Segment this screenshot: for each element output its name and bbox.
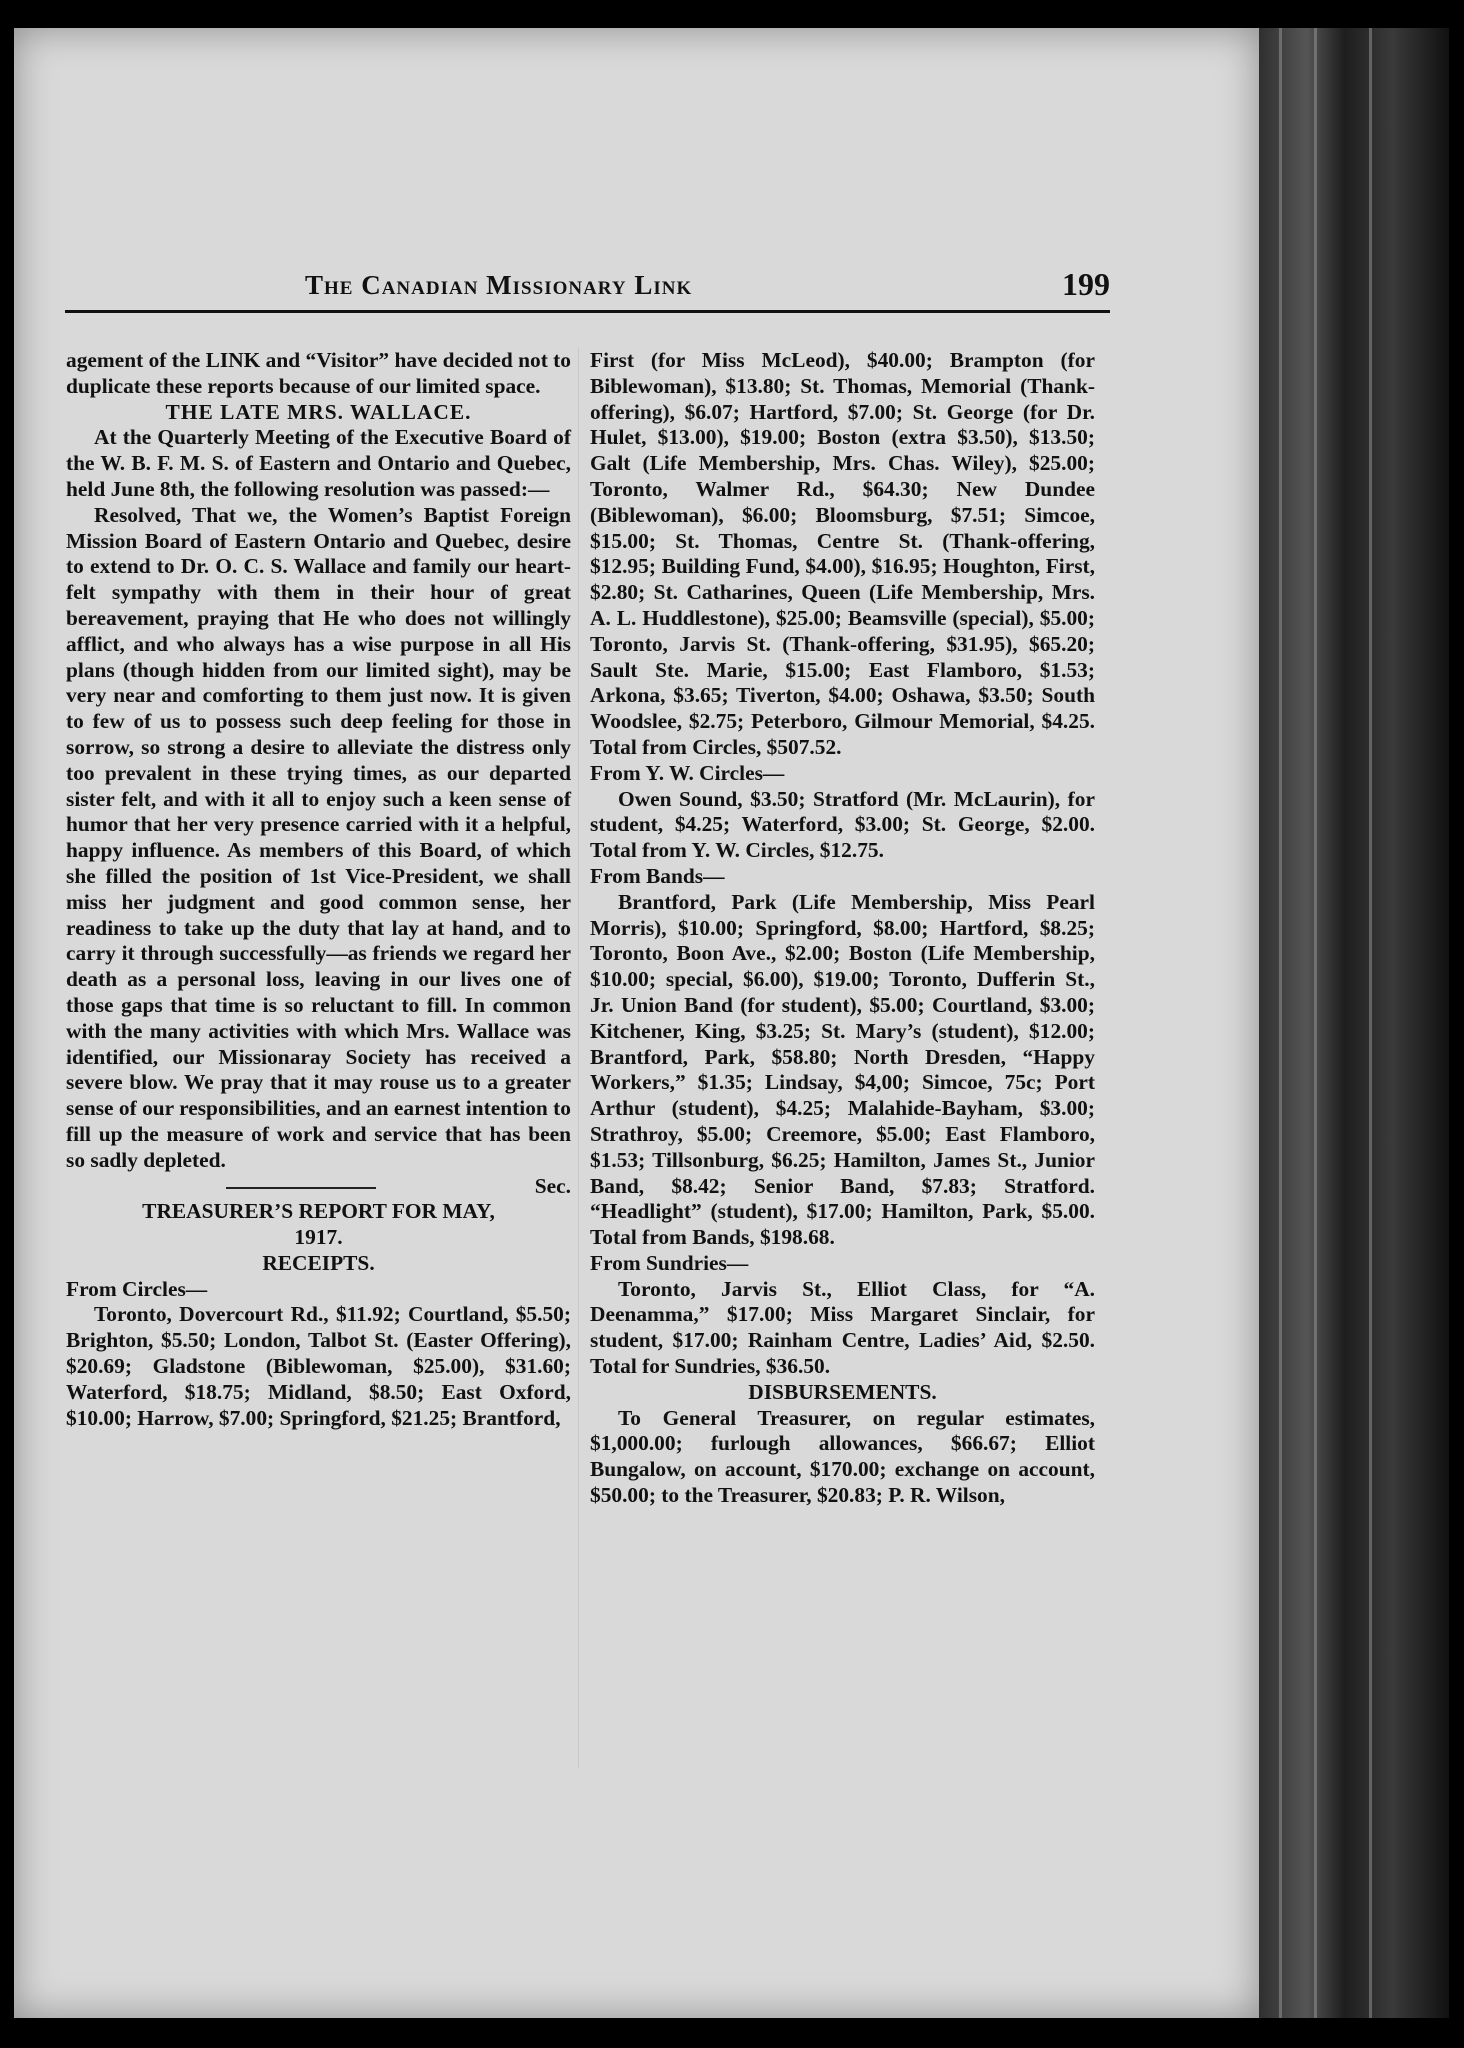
receipts-heading: RECEIPTS. (262, 1250, 375, 1275)
report-year: 1917. (294, 1225, 343, 1250)
right-column (590, 348, 1095, 1509)
from-sundries-label: From Sundries— (590, 1250, 749, 1275)
left-column (66, 348, 571, 1431)
page-header (65, 266, 1110, 313)
signature-row (66, 1174, 571, 1200)
resolution-paragraph: Resolved, That we, the Women’s Baptist Foreign Mission Board of Eastern Ontario and Quebec, desire to extend to Dr. O. C. S. Wallace and family our heart-felt sympathy with them in their hour of great bereavement, praying that He who does not willingly afflict, and who always has a wise purpose in all His plans (though hidden from our limited sight), may be very near and comforting to them just now. It is given to few of us to possess such deep feeling for those in sorrow, so strong a desire to alleviate the distress only too prevalent in these trying times, as our departed sister felt, and with it all to enjoy such a keen sense of humor that her very presence carried with it a helpful, happy influence. As members of this Board, of which she filled the position of 1st Vice-President, we shall miss her judgment and good common sense, her readiness to take up the duty that lay at hand, and to carry it through successfully—as friends we regard her death as a personal loss, leaving in our lives one of those gaps that time is so reluctant to fill. In common with the many activities with which Mrs. Wallace was identified, our Missionaray Society has received a severe blow. We pray that it may rouse us to a greater sense of our responsibilities, and an earnest intention to fill up the measure of work and service that has been so sadly depleted. (66, 502, 571, 1172)
disbursements-list: To General Treasurer, on regular estimates, $1,000.00; furlough allowances, $66.67; Elliot Bungalow, on account, $170.00; exchange on account, $50.00; to the Treasurer, $20.83; P. R. Wilson, (590, 1405, 1095, 1508)
from-bands-label: From Bands— (590, 863, 725, 888)
bands-list: Brantford, Park (Life Membership, Miss Pearl Morris), $10.00; Springford, $8.00; Hartford, $8.25; Toronto, Boon Ave., $2.00; Boston (Life Membership, $10.00; special, $6.00), $19.00; Toronto, Dufferin St., Jr. Union Band (for student), $5.00; Courtland, $3.00; Kitchener, King, $3.25; St. Mary’s (student), $12.00; Brantford, Park, $58.80; North Dresden, “Happy Workers,” $1.35; Lindsay, $4,00; Simcoe, 75c; Port Arthur (student), $4.25; Malahide-Bayham, $3.00; Strathroy, $5.00; Creemore, $5.00; East Flamboro, $1.53; Tillsonburg, $6.25; Hamilton, James St., Junior Band, $8.42; Senior Band, $7.83; Stratford. “Headlight” (student), $17.00; Hamilton, Park, $5.00. Total from Bands, $198.68. (590, 889, 1095, 1250)
book-edge (1259, 28, 1449, 2018)
from-yw-circles-label: From Y. W. Circles— (590, 760, 785, 785)
running-title: The Canadian Missionary Link (305, 270, 693, 300)
disbursements-heading: DISBURSEMENTS. (748, 1379, 937, 1404)
circles-list: Toronto, Dovercourt Rd., $11.92; Courtland, $5.50; Brighton, $5.50; London, Talbot St. (Easter Offering), $20.69; Gladstone (Biblewoman, $25.00), $31.60; Waterford, $18.75; Midland, $8.50; East Oxford, $10.00; Harrow, $7.00; Springford, $21.25; Brantford, (66, 1302, 571, 1430)
circles-list-continued: First (for Miss McLeod), $40.00; Brampton (for Biblewoman), $13.80; St. Thomas, Memorial (Thank-offering), $6.07; Hartford, $7.00; St. George (for Dr. Hulet, $13.00), $19.00; Boston (extra $3.50), $13.50; Galt (Life Membership, Mrs. Chas. Wiley), $25.00; Toronto, Walmer Rd., $64.30; New Dundee (Biblewoman), $6.00; Bloomsburg, $7.51; Simcoe, $15.00; St. Thomas, Centre St. (Thank-offering, $12.95; Building Fund, $4.00), $16.95; Houghton, First, $2.80; St. Catharines, Queen (Life Membership, Mrs. A. L. Huddlestone), $25.00; Beamsville (special), $5.00; Toronto, Jarvis St. (Thank-offering, $31.95), $65.20; Sault Ste. Marie, $15.00; East Flamboro, $1.53; Arkona, $3.65; Tiverton, $4.00; Oshawa, $3.50; South Woodslee, $2.75; Peterboro, Gilmour Memorial, $4.25. Total from Circles, $507.52. (590, 348, 1095, 759)
report-heading: TREASURER’S REPORT FOR MAY, (142, 1199, 495, 1224)
signature: Sec. (534, 1173, 571, 1198)
signature-rule (226, 1187, 376, 1189)
sundries-list: Toronto, Jarvis St., Elliot Class, for “A. Deenamma,” $17.00; Miss Margaret Sinclair, for student, $17.00; Rainham Centre, Ladies’ Aid, $2.50. Total for Sundries, $36.50. (590, 1276, 1095, 1379)
meeting-paragraph: At the Quarterly Meeting of the Executive Board of the W. B. F. M. S. of Eastern and Ontario and Quebec, held June 8th, the following resolution was passed:— (66, 425, 571, 501)
obituary-heading: THE LATE MRS. WALLACE. (165, 399, 472, 424)
yw-circles-list: Owen Sound, $3.50; Stratford (Mr. McLaurin), for student, $4.25; Waterford, $3.00; St. George, $2.00. Total from Y. W. Circles, $12.75. (590, 786, 1095, 863)
page-number: 199 (1062, 266, 1110, 302)
intro-paragraph: agement of the LINK and “Visitor” have decided not to duplicate these reports because of our limited space. (66, 348, 571, 398)
column-gutter (578, 348, 579, 1768)
from-circles-label: From Circles— (66, 1276, 208, 1301)
